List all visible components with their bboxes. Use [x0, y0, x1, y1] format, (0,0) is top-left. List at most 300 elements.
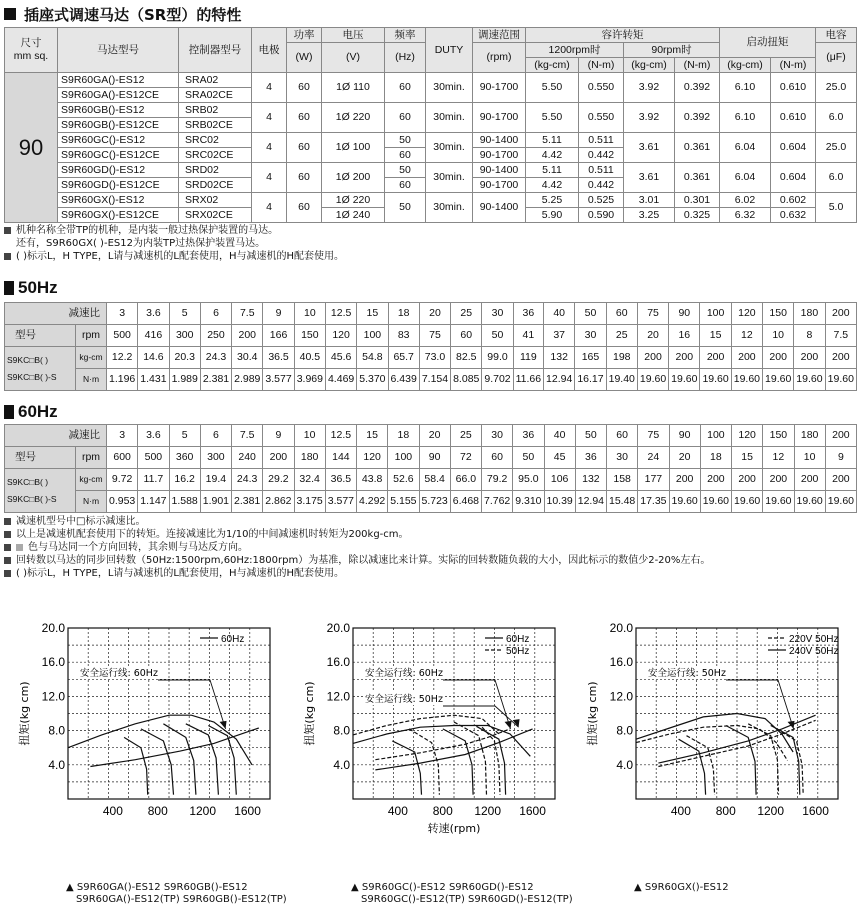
kgcm-cell: 158	[607, 469, 638, 491]
annotation-arrow	[158, 680, 226, 729]
sn: 0.632	[771, 208, 816, 223]
nm-cell: 3.175	[294, 491, 325, 513]
nm-label: N·m	[76, 369, 107, 391]
kgcm-cell: 132	[544, 347, 575, 369]
nm-cell: 19.60	[669, 491, 700, 513]
kgcm-cell: 200	[700, 347, 731, 369]
x-tick-label: 800	[432, 804, 453, 818]
annotation-arrow	[443, 680, 511, 729]
ratio-cell: 90	[669, 425, 700, 447]
power: 60	[287, 163, 322, 193]
x-tick-label: 1600	[234, 804, 261, 818]
series-line	[163, 724, 196, 795]
x-tick-label: 1600	[802, 804, 829, 818]
ratio-cell: 3	[107, 303, 138, 325]
controller-model: SRB02	[179, 103, 252, 118]
chart-svg	[568, 612, 858, 912]
kgcm-cell: 200	[794, 347, 825, 369]
duty: 30min.	[426, 163, 473, 193]
header-voltage-unit: (V)	[322, 43, 385, 73]
motor-model: S9R60GB()-ES12	[58, 103, 179, 118]
rpm-cell: 12	[763, 447, 794, 469]
ratio-cell: 50	[575, 425, 606, 447]
gray-swatch-icon	[16, 544, 23, 551]
ratio-cell: 36	[513, 425, 544, 447]
x-tick-label: 1200	[189, 804, 217, 818]
torque-90-kgcm: 3.92	[624, 73, 675, 103]
controller-model: SRC02	[179, 133, 252, 148]
annotation-label: 安全运行线: 50Hz	[648, 668, 726, 679]
rpm-cell: 15	[732, 447, 763, 469]
series-line	[186, 724, 219, 795]
a1k: 5.90	[526, 208, 579, 223]
a1n: 0.442	[579, 148, 624, 163]
ratio-cell: 20	[419, 303, 450, 325]
size-label: 尺寸	[20, 37, 42, 49]
rpm-cell: 144	[325, 447, 356, 469]
chart-svg	[0, 612, 290, 912]
header-duty: DUTY	[426, 28, 473, 73]
ratio-cell: 90	[669, 303, 700, 325]
voltage: 1Ø 220	[322, 103, 385, 133]
rpm-cell: 24	[638, 447, 669, 469]
torque-90-nm: 0.392	[675, 73, 720, 103]
torque-1200-kgcm: 5.25	[526, 193, 579, 208]
controller-model: SRD02	[179, 163, 252, 178]
caption-line: S9R60GA()-ES12(TP) S9R60GB()-ES12(TP)	[76, 894, 287, 905]
nm-cell: 2.381	[200, 369, 231, 391]
torque-90-nm: 0.361	[675, 133, 720, 163]
annotation-arrow	[726, 680, 794, 729]
f: 60	[385, 178, 426, 193]
rpm-cell: 20	[637, 325, 668, 347]
notes-motor	[4, 224, 344, 263]
rpm-cell: 45	[544, 447, 575, 469]
unit-kgcm: (kg-cm)	[526, 58, 579, 73]
frequency: 60	[385, 73, 426, 103]
nm-cell: 2.862	[263, 491, 294, 513]
motor-model: S9R60GC()-ES12	[58, 133, 179, 148]
rpm-cell: 240	[232, 447, 263, 469]
bullet-icon	[4, 570, 11, 577]
rpm-cell: 100	[388, 447, 419, 469]
ratio-cell: 3	[107, 425, 138, 447]
a1n: 0.442	[579, 178, 624, 193]
speed-range: 90-1400	[473, 163, 526, 178]
kgcm-label: kg-cm	[76, 347, 107, 369]
rpm-cell: 60	[451, 325, 482, 347]
torque-1200-nm: 0.525	[579, 193, 624, 208]
voltage: 1Ø 220	[322, 193, 385, 208]
spec-table	[4, 27, 857, 223]
nm-cell: 19.60	[763, 491, 794, 513]
ratio-cell: 150	[763, 425, 794, 447]
motor-model: S9R60GC()-ES12CE	[58, 148, 179, 163]
rpm-cell: 50	[482, 325, 513, 347]
nm-cell: 19.40	[606, 369, 637, 391]
series-line	[687, 736, 715, 795]
nm-cell: 15.48	[607, 491, 638, 513]
sk: 6.32	[720, 208, 771, 223]
y-tick-label: 20.0	[41, 621, 65, 635]
bullet-icon	[4, 531, 11, 538]
x-tick-label: 400	[387, 804, 408, 818]
kgcm-cell: 16.2	[169, 469, 200, 491]
kgcm-cell: 65.7	[388, 347, 419, 369]
ratio-cell: 18	[388, 425, 419, 447]
ratio-cell: 60	[606, 303, 637, 325]
y-tick-label: 20.0	[609, 621, 633, 635]
x-tick-label: 400	[670, 804, 691, 818]
nm-cell: 5.723	[419, 491, 450, 513]
ratio-cell: 10	[294, 425, 325, 447]
nm-cell: 10.39	[544, 491, 575, 513]
note-text: 还有，S9R60GX( )-ES12为内装TP过热保护装置马达。	[16, 238, 266, 249]
rpm-cell: 10	[763, 325, 794, 347]
power: 60	[287, 103, 322, 133]
x-tick-label: 1200	[757, 804, 785, 818]
ratio-cell: 9	[263, 425, 294, 447]
ratio-cell: 36	[513, 303, 543, 325]
hz50-heading: 50Hz	[4, 277, 58, 299]
nm-cell: 1.431	[138, 369, 169, 391]
nm-cell: 9.702	[482, 369, 513, 391]
hz60-heading: 60Hz	[4, 401, 58, 423]
kgcm-cell: 9.72	[107, 469, 138, 491]
ratio-cell: 25	[451, 303, 482, 325]
nm-cell: 19.60	[732, 491, 763, 513]
voltage: 1Ø 200	[322, 163, 385, 193]
note-text: 色与马达同一个方向回转，其余则与马达反方向。	[28, 542, 248, 553]
note-line	[4, 541, 710, 554]
nm-cell: 1.147	[138, 491, 169, 513]
ratio-cell: 100	[700, 303, 731, 325]
nm-cell: 6.468	[450, 491, 481, 513]
torque-1200-nm: 0.550	[579, 103, 624, 133]
motor-model: S9R60GD()-ES12CE	[58, 178, 179, 193]
rpm-cell: 9	[825, 447, 856, 469]
y-tick-label: 12.0	[41, 689, 65, 704]
rpm-cell: 15	[700, 325, 731, 347]
series-line	[726, 726, 756, 795]
kgcm-label: kg-cm	[76, 469, 107, 491]
nm-cell: 7.154	[419, 369, 450, 391]
rpm-cell: 75	[419, 325, 450, 347]
nm-cell: 12.94	[544, 369, 575, 391]
header-range-unit: (rpm)	[473, 43, 526, 73]
rpm-cell: 72	[450, 447, 481, 469]
note-text: 回转数以马达的同步回转数（50Hz:1500rpm,60Hz:1800rpm）为基准，除以减速比来计算。实际的回转数随负载的大小，因此标示的数值少2-20%左右。	[16, 555, 711, 566]
nm-cell: 3.577	[263, 369, 294, 391]
kgcm-cell: 24.3	[232, 469, 263, 491]
note-line	[4, 515, 710, 528]
torque-90-kgcm: 3.92	[624, 103, 675, 133]
unit-nm: (N-m)	[675, 58, 720, 73]
x-tick-label: 1200	[474, 804, 502, 818]
y-tick-label: 4.0	[616, 757, 633, 772]
kgcm-cell: 177	[638, 469, 669, 491]
ratio-cell: 15	[357, 425, 388, 447]
y-tick-label: 12.0	[326, 689, 350, 704]
kgcm-cell: 73.0	[419, 347, 450, 369]
size-value: 90	[5, 73, 58, 223]
rpm-cell: 41	[513, 325, 543, 347]
annotation-label: 安全运行线: 50Hz	[365, 694, 443, 705]
header-controller: 控制器型号	[179, 28, 252, 73]
kgcm-cell: 99.0	[482, 347, 513, 369]
nm-cell: 0.953	[107, 491, 138, 513]
ratio-cell: 25	[450, 425, 481, 447]
x-axis-label: 转速(rpm)	[427, 822, 481, 835]
kgcm-cell: 54.8	[357, 347, 388, 369]
caption-line: ▲ S9R60GX()-ES12	[634, 882, 729, 893]
series-line	[392, 741, 421, 795]
start-torque-nm: 0.602	[771, 193, 816, 208]
nm-cell: 4.292	[357, 491, 388, 513]
bullet-icon	[4, 227, 11, 234]
ratio-cell: 6	[200, 303, 231, 325]
ratio-cell: 30	[482, 303, 513, 325]
kgcm-cell: 52.6	[388, 469, 419, 491]
rpm-cell: 120	[325, 325, 356, 347]
y-tick-label: 20.0	[326, 621, 350, 635]
chart-caption	[351, 882, 573, 906]
rpm-cell: 8	[794, 325, 825, 347]
rpm-cell: 18	[700, 447, 731, 469]
a2n: 0.325	[675, 208, 720, 223]
torque-90-kgcm: 3.61	[624, 133, 675, 163]
nm-cell: 19.60	[825, 369, 856, 391]
rpm-cell: 16	[669, 325, 700, 347]
torque-1200-nm: 0.511	[579, 163, 624, 178]
y-axis-label: 扭矩(kg cm)	[18, 681, 31, 746]
start-torque-kgcm: 6.04	[720, 133, 771, 163]
ratio-cell: 200	[825, 425, 856, 447]
rpm-cell: 20	[669, 447, 700, 469]
torque-chart-ab	[0, 612, 290, 916]
series-line	[443, 729, 473, 795]
kgcm-cell: 11.7	[138, 469, 169, 491]
nm-cell: 19.60	[637, 369, 668, 391]
rpm-cell: 180	[294, 447, 325, 469]
rpm-cell: 360	[169, 447, 200, 469]
rpm-cell: 90	[419, 447, 450, 469]
kgcm-cell: 32.4	[294, 469, 325, 491]
start-torque-nm: 0.610	[771, 103, 816, 133]
kgcm-cell: 36.5	[325, 469, 356, 491]
poles: 4	[252, 103, 287, 133]
motor-model: S9R60GA()-ES12CE	[58, 88, 179, 103]
chart-caption	[66, 882, 287, 906]
note-text: ( )标示L，H TYPE，L请与减速机的L配套使用，H与减速机的H配套使用。	[16, 251, 344, 262]
torque-90-kgcm: 3.01	[624, 193, 675, 208]
page-title: 插座式调速马达（SR型）的特性	[4, 2, 241, 26]
torque-chart-gx	[568, 612, 858, 916]
ratio-cell: 20	[419, 425, 450, 447]
size-unit: mm sq.	[13, 50, 49, 62]
nm-cell: 11.66	[513, 369, 543, 391]
chart-svg	[285, 612, 575, 912]
ratio-cell: 40	[544, 425, 575, 447]
bullet-icon	[4, 544, 11, 551]
legend-label: 50Hz	[506, 646, 530, 657]
rpm-cell: 30	[607, 447, 638, 469]
note-line	[4, 554, 710, 567]
y-tick-label: 12.0	[609, 689, 633, 704]
kgcm-cell: 82.5	[451, 347, 482, 369]
header-voltage: 电压	[322, 28, 385, 43]
torque-90-nm: 0.361	[675, 163, 720, 193]
ratio-cell: 75	[638, 425, 669, 447]
ratio-cell: 15	[357, 303, 388, 325]
note-text: ( )标示L，H TYPE，L请与减速机的L配套使用，H与减速机的H配套使用。	[16, 568, 344, 579]
gear-model	[5, 469, 76, 513]
y-tick-label: 16.0	[609, 655, 633, 670]
series-line	[124, 737, 148, 794]
a1n: 0.590	[579, 208, 624, 223]
gear-table-50hz	[4, 302, 857, 391]
kgcm-cell: 19.4	[200, 469, 231, 491]
ratio-cell: 120	[732, 425, 763, 447]
rpm-cell: 200	[263, 447, 294, 469]
torque-1200-kgcm: 5.50	[526, 73, 579, 103]
ratio-cell: 180	[794, 303, 825, 325]
rpm-cell: 60	[482, 447, 513, 469]
controller-model: SRC02CE	[179, 148, 252, 163]
v: 1Ø 240	[322, 208, 385, 223]
controller-model: SRX02	[179, 193, 252, 208]
header-poles: 电极	[252, 28, 287, 73]
a1k: 4.42	[526, 178, 579, 193]
rpm-cell: 12	[731, 325, 762, 347]
rpm-cell: 300	[200, 447, 231, 469]
poles: 4	[252, 73, 287, 103]
torque-90-kgcm: 3.61	[624, 163, 675, 193]
nm-cell: 1.901	[200, 491, 231, 513]
motor-model: S9R60GX()-ES12	[58, 193, 179, 208]
ratio-cell: 200	[825, 303, 856, 325]
kgcm-cell: 29.2	[263, 469, 294, 491]
y-axis-label: 扭矩(kg cm)	[586, 681, 599, 746]
kgcm-cell: 132	[575, 469, 606, 491]
nm-cell: 19.60	[794, 369, 825, 391]
duty: 30min.	[426, 73, 473, 103]
controller-model: SRD02CE	[179, 178, 252, 193]
kgcm-cell: 95.0	[513, 469, 544, 491]
x-tick-label: 400	[102, 804, 123, 818]
nm-cell: 8.085	[451, 369, 482, 391]
kgcm-cell: 40.5	[294, 347, 325, 369]
series-line	[748, 724, 778, 795]
controller-model: SRX02CE	[179, 208, 252, 223]
nm-cell: 19.60	[794, 491, 825, 513]
ratio-cell: 75	[637, 303, 668, 325]
kgcm-cell: 20.3	[169, 347, 200, 369]
duty: 30min.	[426, 103, 473, 133]
torque-1200-kgcm: 5.50	[526, 103, 579, 133]
gear-model	[5, 347, 76, 391]
start-torque-nm: 0.604	[771, 133, 816, 163]
rpm-cell: 200	[232, 325, 263, 347]
frequency: 60	[385, 103, 426, 133]
rpm-label: rpm	[76, 325, 107, 347]
rpm-cell: 600	[107, 447, 138, 469]
kgcm-cell: 106	[544, 469, 575, 491]
rpm-cell: 300	[169, 325, 200, 347]
gear-model-2: S9KC□B( )-S	[7, 493, 57, 504]
rpm-cell: 100	[357, 325, 388, 347]
nm-cell: 7.762	[482, 491, 513, 513]
rpm-cell: 7.5	[825, 325, 856, 347]
rpm-cell: 37	[544, 325, 575, 347]
start-torque-nm: 0.610	[771, 73, 816, 103]
kgcm-cell: 200	[825, 469, 856, 491]
speed-range: 90-1400	[473, 193, 526, 223]
kgcm-cell: 200	[825, 347, 856, 369]
poles: 4	[252, 133, 287, 163]
chart-caption	[634, 882, 729, 894]
note-text: 以上是减速机配套使用下的转矩。连接减速比为1/10的中间减速机时转矩为200kg-cm。	[16, 529, 409, 540]
ratio-cell: 7.5	[232, 303, 263, 325]
unit-kgcm: (kg-cm)	[720, 58, 771, 73]
start-torque-kgcm: 6.02	[720, 193, 771, 208]
capacitor: 5.0	[816, 193, 857, 223]
nm-cell: 3.577	[325, 491, 356, 513]
header-1200rpm: 1200rpm时	[526, 43, 624, 58]
r: 90-1700	[473, 148, 526, 163]
kgcm-cell: 58.4	[419, 469, 450, 491]
caption-line: ▲ S9R60GC()-ES12 S9R60GD()-ES12	[351, 882, 534, 893]
frequency: 50	[385, 193, 426, 223]
ratio-cell: 3.6	[138, 303, 169, 325]
nm-cell: 1.989	[169, 369, 200, 391]
kgcm-cell: 24.3	[200, 347, 231, 369]
header-power: 功率	[287, 28, 322, 43]
header-range: 调速范围	[473, 28, 526, 43]
controller-model: SRA02	[179, 73, 252, 88]
nm-cell: 3.969	[294, 369, 325, 391]
nm-cell: 4.469	[325, 369, 356, 391]
rpm-cell: 30	[575, 325, 606, 347]
ratio-cell: 5	[169, 425, 200, 447]
gear-model-1: S9KC□B( )	[7, 354, 49, 365]
nm-cell: 5.370	[357, 369, 388, 391]
note-line	[4, 528, 710, 541]
a1k: 4.42	[526, 148, 579, 163]
capacitor: 25.0	[816, 73, 857, 103]
kgcm-cell: 200	[763, 347, 794, 369]
legend-label: 220V 50Hz	[789, 634, 839, 645]
nm-cell: 1.588	[169, 491, 200, 513]
legend-label: 60Hz	[221, 634, 245, 645]
torque-90-nm: 0.392	[675, 103, 720, 133]
frequency: 50	[385, 163, 426, 178]
gear-table-60hz	[4, 424, 857, 513]
power: 60	[287, 133, 322, 163]
model-label: 型号	[5, 325, 76, 347]
note-text: 机种名称全带TP的机种，是内装一般过热保护装置的马达。	[16, 225, 279, 236]
series-line	[90, 728, 258, 767]
kgcm-cell: 200	[794, 469, 825, 491]
annotation-label: 安全运行线: 60Hz	[365, 668, 443, 679]
nm-cell: 19.60	[669, 369, 700, 391]
nm-cell: 2.989	[232, 369, 263, 391]
poles: 4	[252, 193, 287, 223]
unit-nm: (N-m)	[771, 58, 816, 73]
rpm-cell: 150	[294, 325, 325, 347]
x-tick-label: 1600	[519, 804, 546, 818]
nm-cell: 12.94	[575, 491, 606, 513]
